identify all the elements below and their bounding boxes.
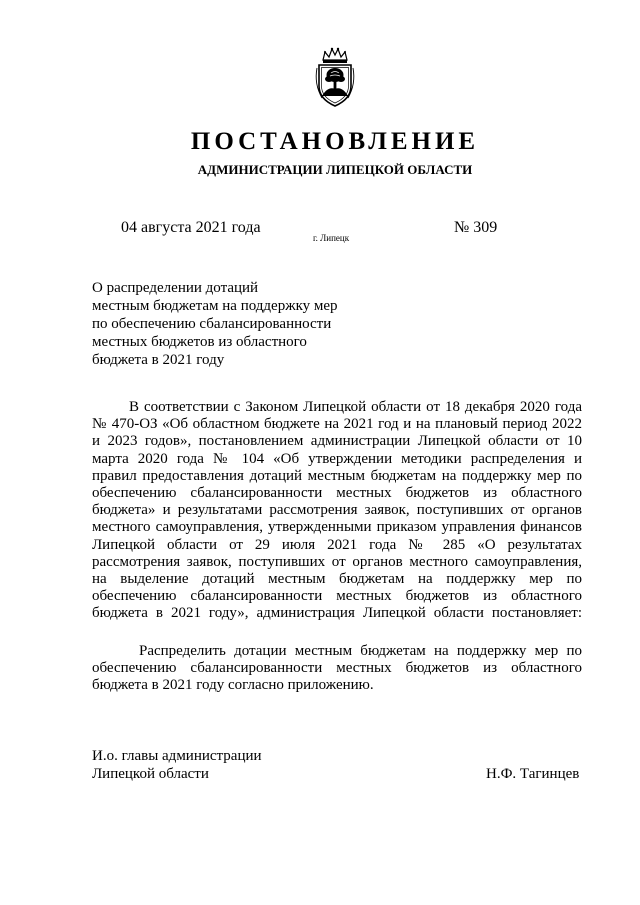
paragraph-line: бюджета» и результатами рассмотрения заявок, поступивших от органов xyxy=(92,502,582,519)
paragraph-line: обеспечению сбалансированности местных бюджетов из областного xyxy=(92,588,582,605)
paragraph-line: рассмотрения заявок, поступивших от органов местного самоуправления, xyxy=(92,553,582,570)
subject-line: местным бюджетам на поддержку мер xyxy=(92,298,338,314)
document-issuer: АДМИНИСТРАЦИИ ЛИПЕЦКОЙ ОБЛАСТИ xyxy=(197,162,473,177)
document-date: 04 августа 2021 года xyxy=(121,219,261,236)
paragraph-line: местного самоуправления, утвержденными приказом управления финансов xyxy=(92,519,582,536)
signature-role-line: Липецкой области xyxy=(92,766,209,782)
paragraph-line: бюджета в 2021 году», администрация Липецкой области постановляет: xyxy=(92,605,582,622)
paragraph-line: Липецкой области от 29 июля 2021 года № 285 «О результатах xyxy=(92,536,582,553)
paragraph-line: обеспечению сбалансированности местных бюджетов из областного xyxy=(92,660,582,677)
paragraph-line: правил предоставления дотаций местным бюджетам на поддержку мер по xyxy=(92,467,582,484)
document-title: ПОСТАНОВЛЕНИЕ xyxy=(190,128,480,155)
body-paragraph-decision xyxy=(92,643,582,695)
signature-role-line: И.о. главы администрации xyxy=(92,748,262,764)
body-paragraph-preamble xyxy=(92,399,582,623)
document-subject xyxy=(92,279,372,369)
subject-line: О распределении дотаций xyxy=(92,280,259,296)
signature-name: Н.Ф. Тагинцев xyxy=(486,766,580,782)
signature-role xyxy=(92,747,262,783)
subject-line: по обеспечению сбалансированности xyxy=(92,316,332,332)
subject-line: местных бюджетов из областного xyxy=(92,334,307,350)
coat-of-arms-icon xyxy=(310,46,360,108)
paragraph-line: марта 2020 года № 104 «Об утверждении методики распределения и xyxy=(92,450,582,467)
subject-line: бюджета в 2021 году xyxy=(92,352,225,368)
paragraph-line: № 470-ОЗ «Об областном бюджете на 2021 год и на плановый период 2022 xyxy=(92,416,582,433)
paragraph-line: бюджета в 2021 году согласно приложению. xyxy=(92,677,374,694)
document-number: № 309 xyxy=(454,219,498,236)
paragraph-line: и 2023 годов», постановлением администрации Липецкой области от 10 xyxy=(92,433,582,450)
paragraph-line: обеспечению сбалансированности местных бюджетов из областного xyxy=(92,485,582,502)
paragraph-line: Распределить дотации местным бюджетам на поддержку мер по xyxy=(139,643,582,659)
document-city: г. Липецк xyxy=(313,233,350,243)
paragraph-line: В соответствии с Законом Липецкой области от 18 декабря 2020 года xyxy=(129,399,582,415)
paragraph-line: на выделение дотаций местным бюджетам на поддержку мер по xyxy=(92,571,582,588)
